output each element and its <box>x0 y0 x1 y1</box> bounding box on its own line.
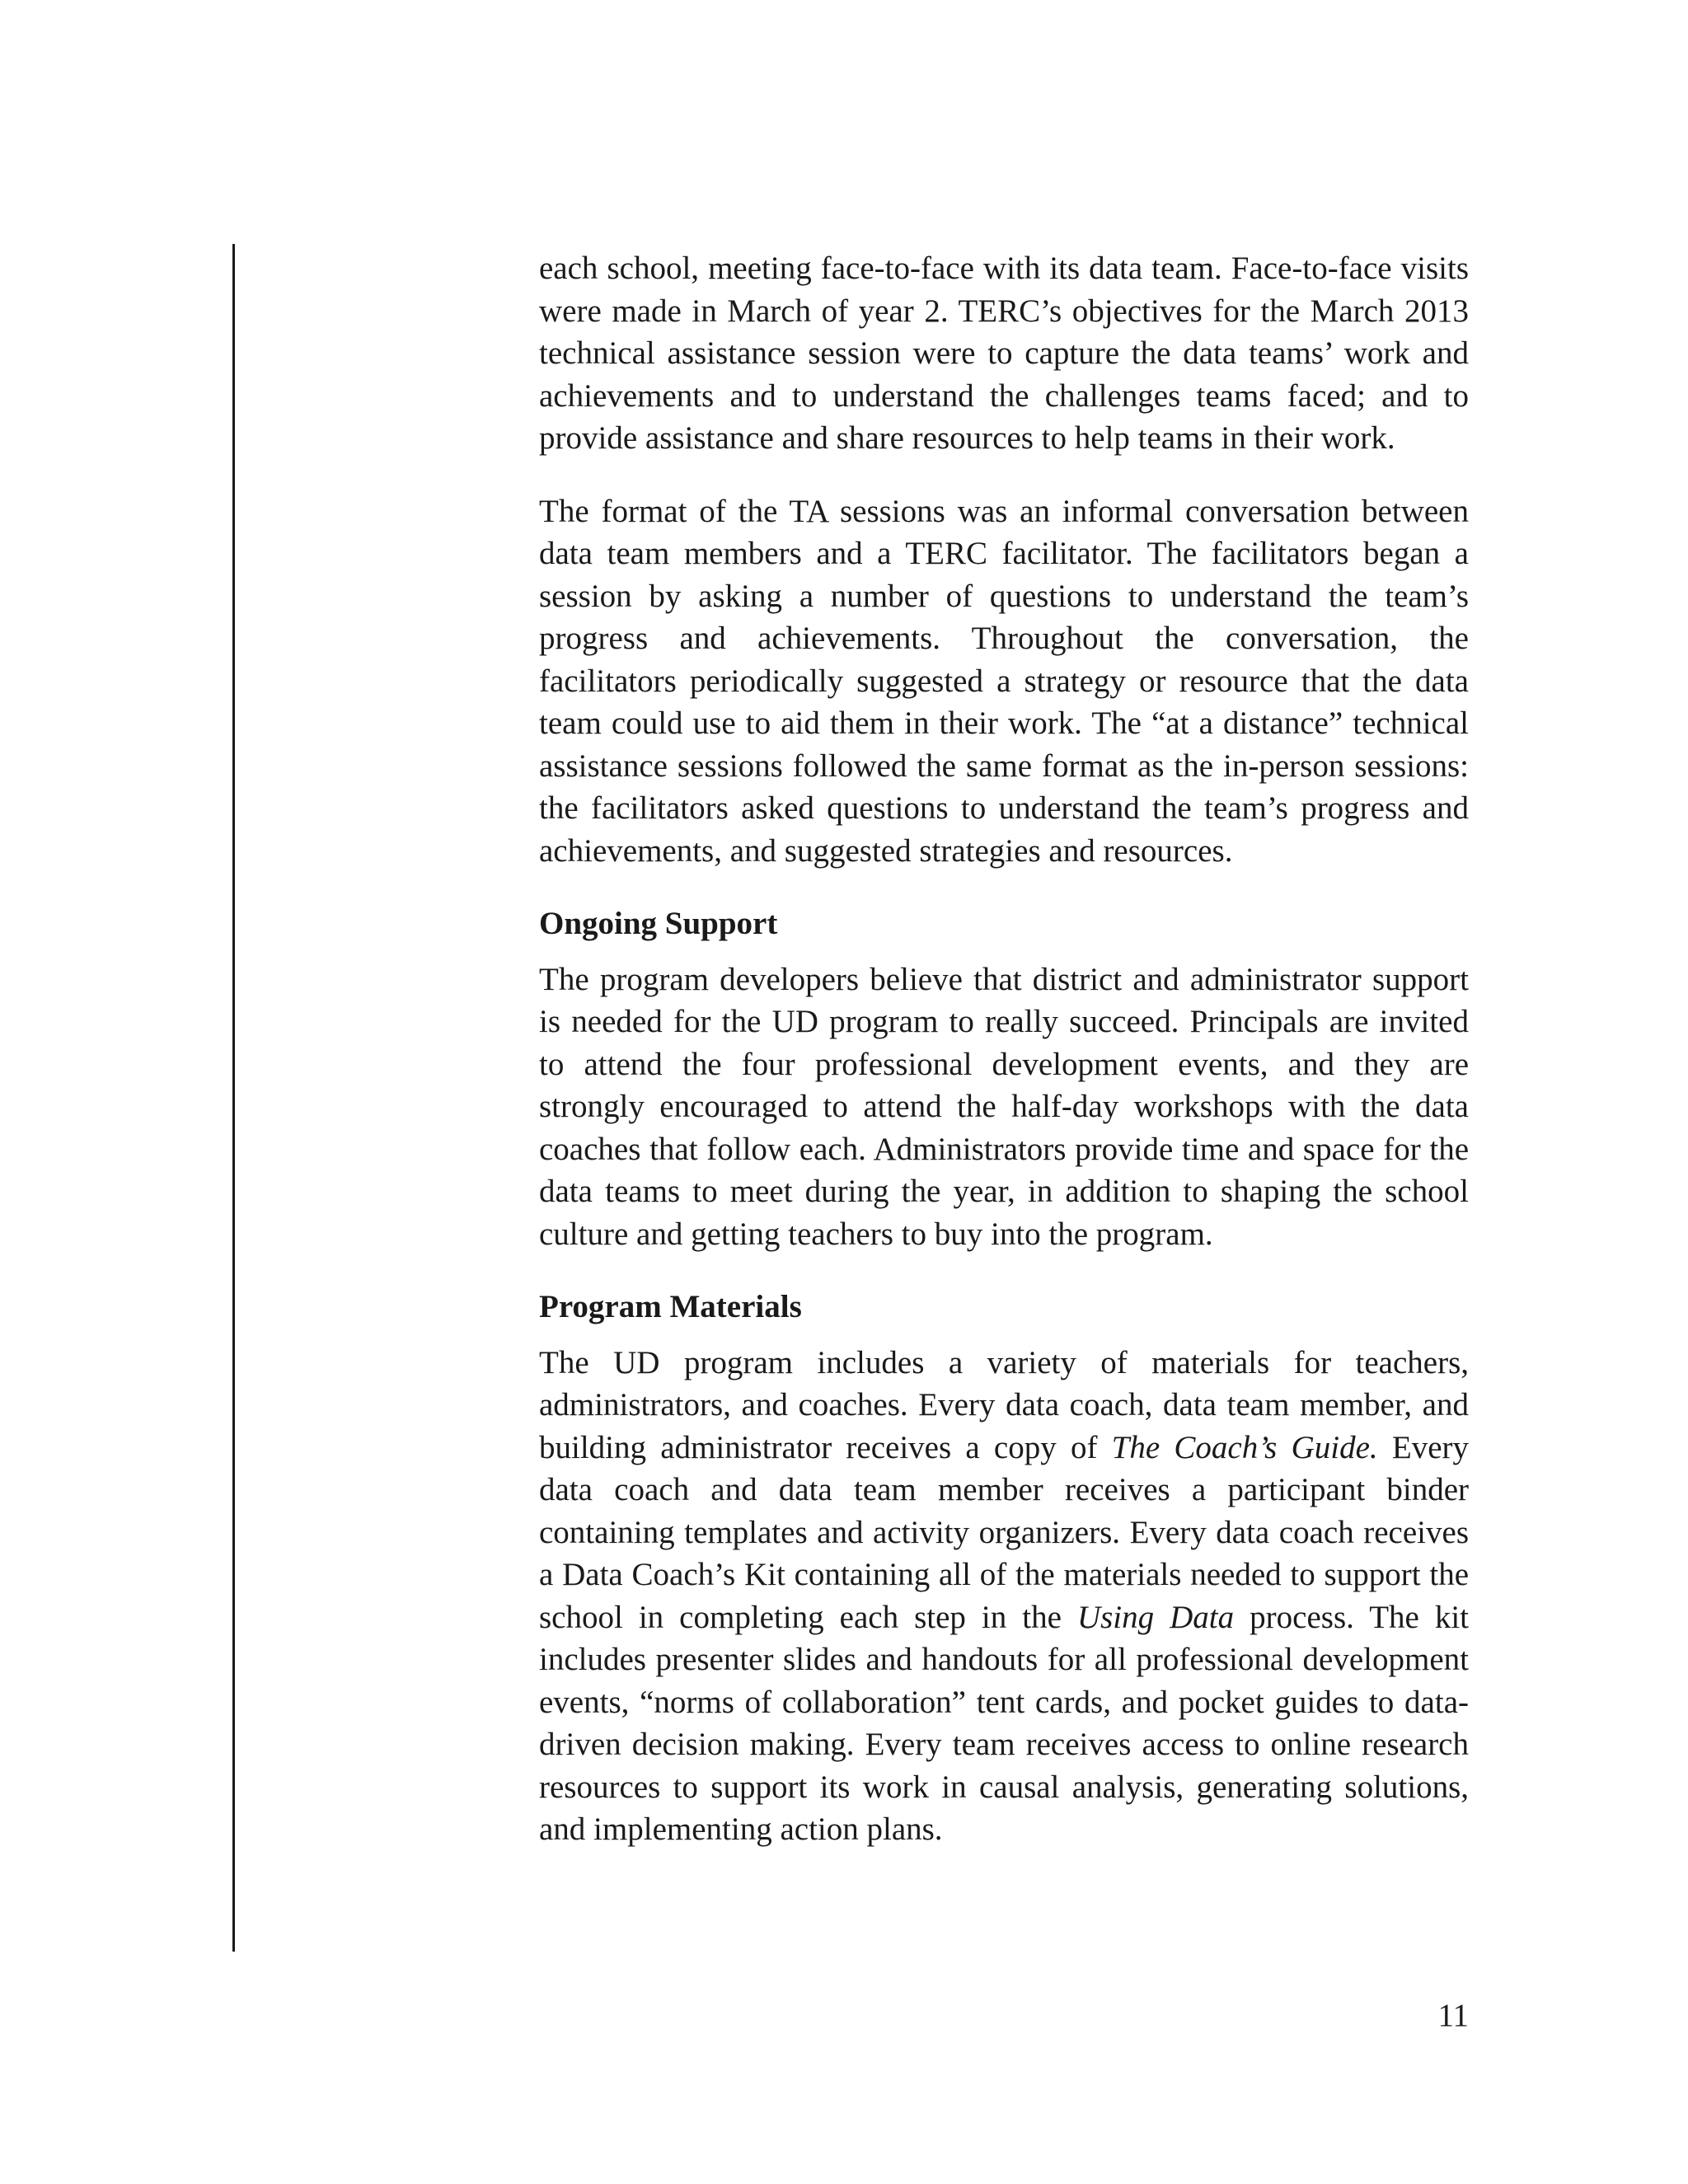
section-heading-program-materials: Program Materials <box>539 1289 802 1324</box>
paragraph-continuation: each school, meeting face-to-face with its data team. Face-to-face visits were made in March of year 2. TERC’s objectives for the March 2013 technical assistance session were to capture the data teams’ work and achievements and to understand the challenges teams faced; and to provide assistance and share resources to help teams in their work. <box>539 251 1469 456</box>
paragraph-text-segment: Every data coach and data team member receives a participant binder containing templates and activity organizers. Every data coach receives a Data Coach’s Kit containing all of the materials needed to support the school in completing each step in the <box>539 1429 1470 1635</box>
paragraph-ongoing-support: The program developers believe that district and administrator support is needed for the UD program to really succeed. Principals are invited to attend the four professional development events, and they are strongly encouraged to attend the half-day workshops with the data coaches that follow each. Administrators provide time and space for the data teams to meet during the year, in addition to shaping the school culture and getting teachers to buy into the program. <box>539 961 1469 1252</box>
page-body <box>539 247 1469 1882</box>
paragraph-program-materials <box>539 1342 1469 1851</box>
page-number: 11 <box>1437 1998 1469 2033</box>
paragraph-text-segment: process. The kit includes presenter slides and handouts for all professional development events, “norms of collaboration” tent cards, and pocket guides to data-driven decision making. Every team receives access to online research resources to support its work in causal analysis, generating solutions, and implementing action plans. <box>539 1599 1470 1847</box>
process-title-using-data: Using Data <box>1076 1599 1235 1635</box>
section-heading-ongoing-support: Ongoing Support <box>539 906 778 941</box>
margin-rule <box>232 244 235 1952</box>
book-title-coaches-guide: The Coach’s Guide. <box>1111 1429 1378 1465</box>
paragraph-text-segment: The UD program includes a variety of materials for teachers, administrators, and coaches. Every data coach, data team member, and building administrator receives a copy of <box>539 1344 1469 1465</box>
paragraph-ta-sessions: The format of the TA sessions was an informal conversation between data team members and a TERC facilitator. The facilitators began a session by asking a number of questions to understand the team’s progress and achievements. Throughout the conversation, the facilitators periodically suggested a strategy or resource that the data team could use to aid them in their work. The “at a distance” technical assistance sessions followed the same format as the in-person sessions: the facilitators asked questions to understand the team’s progress and achievements, and suggested strategies and resources. <box>539 493 1469 869</box>
